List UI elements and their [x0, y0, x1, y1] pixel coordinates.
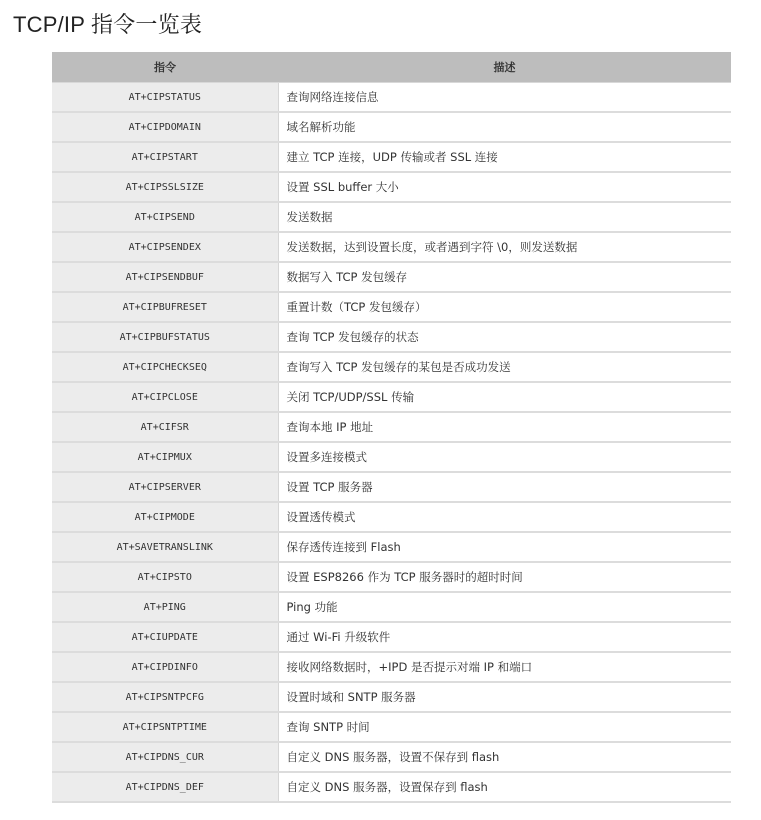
command-cell: AT+CIPSNTPTIME: [52, 712, 278, 742]
command-cell: AT+SAVETRANSLINK: [52, 532, 278, 562]
command-cell: AT+CIPSERVER: [52, 472, 278, 502]
description-cell: 查询 SNTP 时间: [278, 712, 731, 742]
table-row: [52, 202, 731, 232]
command-cell: AT+CIPSNTPCFG: [52, 682, 278, 712]
command-cell: AT+CIPBUFRESET: [52, 292, 278, 322]
table-row: [52, 232, 731, 262]
table-row: [52, 472, 731, 502]
header-command: 指令: [52, 52, 278, 83]
table-row: [52, 592, 731, 622]
command-table: [52, 52, 731, 803]
table-row: [52, 562, 731, 592]
description-cell: Ping 功能: [278, 592, 731, 622]
command-cell: AT+CIPSSLSIZE: [52, 172, 278, 202]
description-cell: 设置多连接模式: [278, 442, 731, 472]
description-cell: 通过 Wi-Fi 升级软件: [278, 622, 731, 652]
table-row: [52, 412, 731, 442]
description-cell: 建立 TCP 连接，UDP 传输或者 SSL 连接: [278, 142, 731, 172]
description-cell: 发送数据: [278, 202, 731, 232]
description-cell: 设置透传模式: [278, 502, 731, 532]
command-cell: AT+CIPDOMAIN: [52, 112, 278, 142]
description-cell: 自定义 DNS 服务器，设置保存到 flash: [278, 772, 731, 802]
command-cell: AT+CIPSTATUS: [52, 83, 278, 113]
command-cell: AT+CIPSENDEX: [52, 232, 278, 262]
command-cell: AT+CIPSTO: [52, 562, 278, 592]
description-cell: 关闭 TCP/UDP/SSL 传输: [278, 382, 731, 412]
table-row: [52, 532, 731, 562]
description-cell: 设置时域和 SNTP 服务器: [278, 682, 731, 712]
table-row: [52, 502, 731, 532]
table-row: [52, 83, 731, 113]
description-cell: 查询本地 IP 地址: [278, 412, 731, 442]
command-cell: AT+PING: [52, 592, 278, 622]
command-cell: AT+CIPMUX: [52, 442, 278, 472]
command-cell: AT+CIPBUFSTATUS: [52, 322, 278, 352]
command-cell: AT+CIPCLOSE: [52, 382, 278, 412]
table-row: [52, 262, 731, 292]
command-cell: AT+CIFSR: [52, 412, 278, 442]
table-row: [52, 622, 731, 652]
table-row: [52, 142, 731, 172]
description-cell: 保存透传连接到 Flash: [278, 532, 731, 562]
table-row: [52, 682, 731, 712]
table-row: [52, 112, 731, 142]
page-title: TCP/IP 指令一览表: [13, 12, 203, 37]
description-cell: 重置计数（TCP 发包缓存）: [278, 292, 731, 322]
table-row: [52, 382, 731, 412]
table-row: [52, 772, 731, 802]
description-cell: 查询网络连接信息: [278, 83, 731, 113]
table-body: [52, 83, 731, 803]
description-cell: 自定义 DNS 服务器，设置不保存到 flash: [278, 742, 731, 772]
description-cell: 设置 ESP8266 作为 TCP 服务器时的超时时间: [278, 562, 731, 592]
header-description: 描述: [278, 52, 731, 83]
description-cell: 设置 SSL buffer 大小: [278, 172, 731, 202]
description-cell: 发送数据，达到设置长度，或者遇到字符 \0，则发送数据: [278, 232, 731, 262]
command-cell: AT+CIPCHECKSEQ: [52, 352, 278, 382]
command-cell: AT+CIPSTART: [52, 142, 278, 172]
table-row: [52, 292, 731, 322]
description-cell: 域名解析功能: [278, 112, 731, 142]
command-cell: AT+CIPSEND: [52, 202, 278, 232]
table-row: [52, 352, 731, 382]
description-cell: 数据写入 TCP 发包缓存: [278, 262, 731, 292]
command-cell: AT+CIUPDATE: [52, 622, 278, 652]
command-cell: AT+CIPMODE: [52, 502, 278, 532]
table-row: [52, 442, 731, 472]
table-row: [52, 652, 731, 682]
header-row: [52, 52, 731, 83]
command-cell: AT+CIPSENDBUF: [52, 262, 278, 292]
command-cell: AT+CIPDNS_CUR: [52, 742, 278, 772]
table-header: [52, 52, 731, 83]
description-cell: 查询 TCP 发包缓存的状态: [278, 322, 731, 352]
table-row: [52, 742, 731, 772]
description-cell: 接收网络数据时，+IPD 是否提示对端 IP 和端口: [278, 652, 731, 682]
description-cell: 设置 TCP 服务器: [278, 472, 731, 502]
command-cell: AT+CIPDINFO: [52, 652, 278, 682]
table-row: [52, 322, 731, 352]
description-cell: 查询写入 TCP 发包缓存的某包是否成功发送: [278, 352, 731, 382]
table-row: [52, 172, 731, 202]
command-cell: AT+CIPDNS_DEF: [52, 772, 278, 802]
table-row: [52, 712, 731, 742]
